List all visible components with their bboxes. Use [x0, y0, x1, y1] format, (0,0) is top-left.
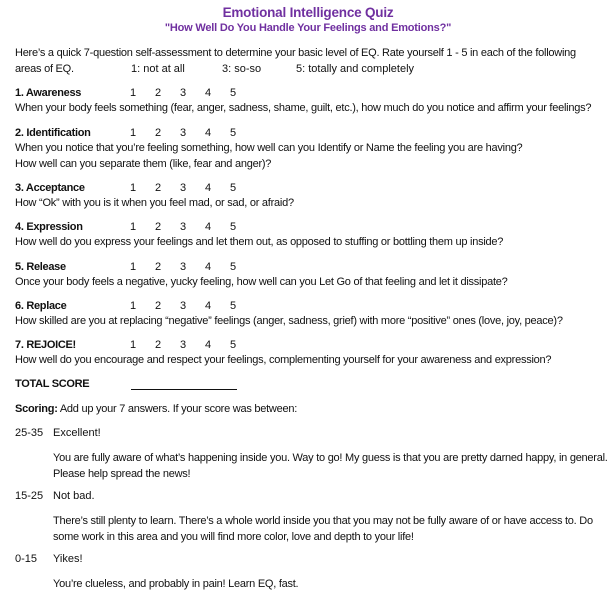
question-title: 6. Replace — [15, 300, 67, 312]
intro-text-2: areas of EQ. — [15, 63, 74, 75]
rating-option[interactable]: 4 — [205, 339, 212, 351]
scoring-label: Scoring: — [15, 403, 58, 415]
rating-option[interactable]: 5 — [230, 221, 237, 233]
rating-option[interactable]: 5 — [230, 261, 237, 273]
question-title: 3. Acceptance — [15, 182, 85, 194]
rating-option[interactable]: 3 — [180, 182, 187, 194]
rating-option[interactable]: 1 — [130, 300, 137, 312]
rating-option[interactable]: 1 — [130, 339, 137, 351]
page-subtitle: "How Well Do You Handle Your Feelings and Emotions?" — [164, 22, 452, 34]
score-range: 0-15 — [15, 553, 38, 565]
rating-scale[interactable] — [130, 261, 255, 273]
question-text: How well do you encourage and respect your feelings, complementing yourself for your awareness and expression? — [15, 354, 552, 366]
question-text: How well do you express your feelings and let them out, as opposed to stuffing or bottling them up inside? — [15, 236, 504, 248]
rating-option[interactable]: 4 — [205, 127, 212, 139]
rating-option[interactable]: 5 — [230, 127, 237, 139]
score-range-label: Yikes! — [53, 553, 83, 565]
question-text: When your body feels something (fear, anger, sadness, shame, guilt, etc.), how much do you notice and affirm your feelings? — [15, 102, 592, 114]
rating-option[interactable]: 4 — [205, 87, 212, 99]
rating-option[interactable]: 5 — [230, 300, 237, 312]
rating-option[interactable]: 2 — [155, 221, 162, 233]
scoring-intro — [15, 403, 297, 415]
rating-option[interactable]: 3 — [180, 221, 187, 233]
score-range-label: Excellent! — [53, 427, 101, 439]
rating-option[interactable]: 2 — [155, 87, 162, 99]
rating-option[interactable]: 2 — [155, 182, 162, 194]
rating-scale[interactable] — [130, 87, 255, 99]
rating-option[interactable]: 4 — [205, 221, 212, 233]
rating-scale[interactable] — [130, 127, 255, 139]
rating-option[interactable]: 4 — [205, 300, 212, 312]
rating-option[interactable]: 2 — [155, 339, 162, 351]
total-score-label: TOTAL SCORE — [15, 378, 90, 390]
rating-option[interactable]: 2 — [155, 300, 162, 312]
question-text: How skilled are you at replacing “negative” feelings (anger, sadness, grief) with more “positive” ones (love, joy, peace)? — [15, 315, 563, 327]
score-range-desc: You are fully aware of what’s happening inside you. Way to go! My guess is that you are pretty darned happy, in general. Please help spread the news! — [53, 452, 608, 480]
score-range: 25-35 — [15, 427, 44, 439]
rating-option[interactable]: 1 — [130, 127, 137, 139]
question-text: When you notice that you’re feeling something, how well can you Identify or Name the feeling you are having? — [15, 142, 523, 154]
rating-option[interactable]: 3 — [180, 127, 187, 139]
score-range-label: Not bad. — [53, 490, 95, 502]
rating-option[interactable]: 5 — [230, 339, 237, 351]
score-range-desc: You’re clueless, and probably in pain! Learn EQ, fast. — [53, 578, 299, 590]
rating-option[interactable]: 2 — [155, 127, 162, 139]
rating-option[interactable]: 1 — [130, 221, 137, 233]
rating-option[interactable]: 1 — [130, 182, 137, 194]
total-score-field[interactable] — [131, 388, 237, 390]
rating-option[interactable]: 3 — [180, 339, 187, 351]
rating-option[interactable]: 4 — [205, 261, 212, 273]
question-title: 4. Expression — [15, 221, 83, 233]
question-text: How “Ok” with you is it when you feel mad, or sad, or afraid? — [15, 197, 294, 209]
intro-text: Here’s a quick 7-question self-assessment to determine your basic level of EQ. Rate yourself 1 - 5 in each of the following — [15, 47, 576, 59]
rating-option[interactable]: 3 — [180, 300, 187, 312]
question-text: Once your body feels a negative, yucky feeling, how well can you Let Go of that feeling and let it dissipate? — [15, 276, 508, 288]
legend-5: 5: totally and completely — [296, 63, 415, 75]
rating-scale[interactable] — [130, 339, 255, 351]
rating-option[interactable]: 3 — [180, 87, 187, 99]
rating-option[interactable]: 2 — [155, 261, 162, 273]
legend-3: 3: so-so — [222, 63, 262, 75]
question-text: How well can you separate them (like, fear and anger)? — [15, 158, 272, 170]
legend-1: 1: not at all — [131, 63, 185, 75]
question-title: 7. REJOICE! — [15, 339, 76, 351]
page-title: Emotional Intelligence Quiz — [222, 5, 394, 20]
rating-scale[interactable] — [130, 182, 255, 194]
rating-option[interactable]: 1 — [130, 261, 137, 273]
question-title: 2. Identification — [15, 127, 91, 139]
rating-option[interactable]: 5 — [230, 182, 237, 194]
scoring-text: Add up your 7 answers. If your score was between: — [57, 403, 298, 415]
rating-option[interactable]: 3 — [180, 261, 187, 273]
rating-option[interactable]: 4 — [205, 182, 212, 194]
rating-scale[interactable] — [130, 221, 255, 233]
rating-scale[interactable] — [130, 300, 255, 312]
rating-option[interactable]: 5 — [230, 87, 237, 99]
rating-option[interactable]: 1 — [130, 87, 137, 99]
question-title: 5. Release — [15, 261, 66, 273]
score-range-desc: There’s still plenty to learn. There’s a whole world inside you that you may not be fully aware of or have access to. Do some work in this area and you will find more color, love and depth to your life! — [53, 515, 593, 543]
score-range: 15-25 — [15, 490, 44, 502]
question-title: 1. Awareness — [15, 87, 82, 99]
